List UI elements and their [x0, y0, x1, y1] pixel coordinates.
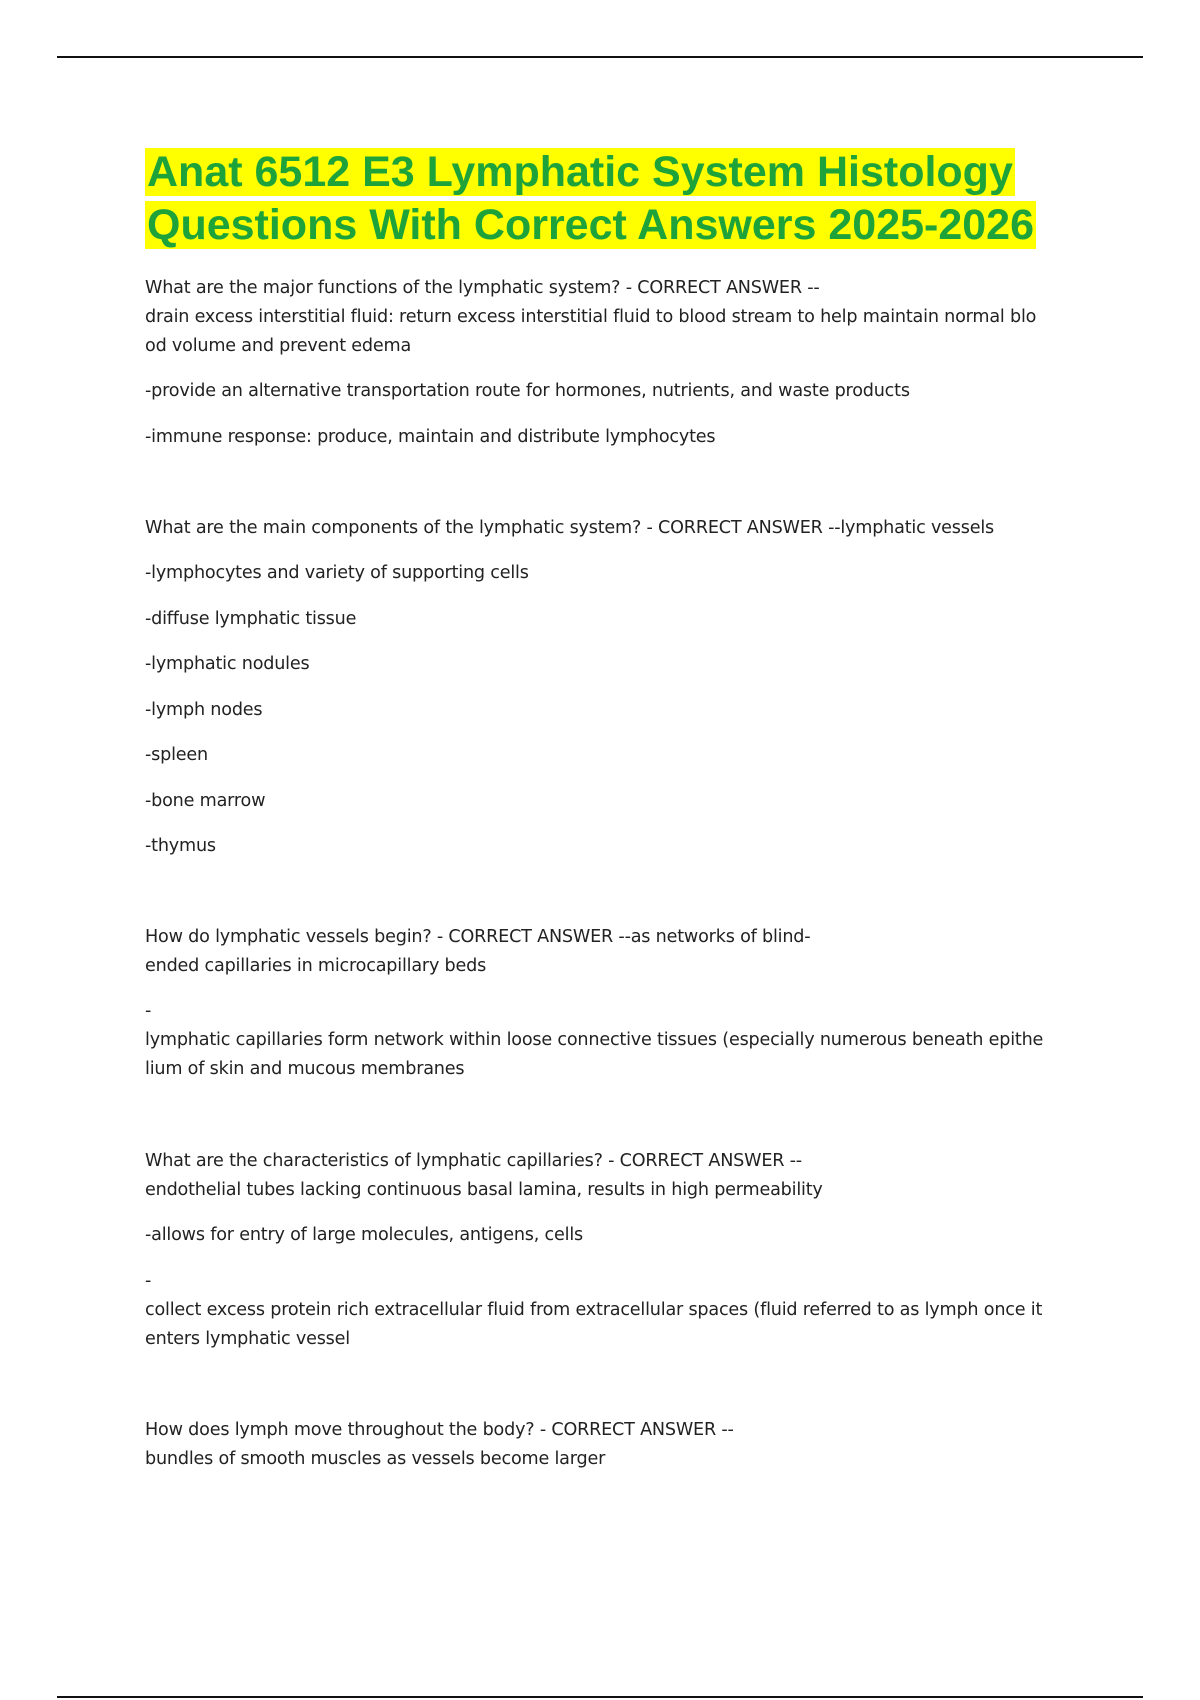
answer-2-item-2: -diffuse lymphatic tissue [145, 609, 357, 629]
answer-4-line-1: endothelial tubes lacking continuous basal lamina, results in high permeability [145, 1180, 823, 1200]
answer-1-line-3: -provide an alternative transportation route for hormones, nutrients, and waste products [145, 381, 910, 401]
answer-3-line-4: lium of skin and mucous membranes [145, 1059, 465, 1079]
question-3: How do lymphatic vessels begin? - CORRECT ANSWER --as networks of blind- [145, 927, 811, 947]
answer-4-line-3: - [145, 1271, 152, 1291]
answer-1-line-2: od volume and prevent edema [145, 336, 412, 356]
title-line-1: Anat 6512 E3 Lymphatic System Histology [147, 148, 1013, 196]
question-1: What are the major functions of the lymphatic system? - CORRECT ANSWER -- [145, 278, 820, 298]
answer-3-line-3: lymphatic capillaries form network within loose connective tissues (especially numerous beneath epithe [145, 1030, 1044, 1050]
document-title [145, 146, 1145, 252]
top-rule [57, 56, 1143, 58]
answer-2-item-5: -spleen [145, 745, 208, 765]
bottom-rule [57, 1696, 1143, 1698]
answer-2-item-3: -lymphatic nodules [145, 654, 310, 674]
answer-4-line-2: -allows for entry of large molecules, antigens, cells [145, 1225, 583, 1245]
answer-4-line-4: collect excess protein rich extracellular fluid from extracellular spaces (fluid referred to as lymph once it [145, 1300, 1043, 1320]
answer-2-item-4: -lymph nodes [145, 700, 263, 720]
answer-3-line-1: ended capillaries in microcapillary beds [145, 956, 487, 976]
answer-2-item-7: -thymus [145, 836, 216, 856]
answer-4-line-5: enters lymphatic vessel [145, 1329, 350, 1349]
answer-3-line-2: - [145, 1001, 152, 1021]
answer-1-line-1: drain excess interstitial fluid: return excess interstitial fluid to blood stream to help maintain normal blo [145, 307, 1037, 327]
question-5: How does lymph move throughout the body? - CORRECT ANSWER -- [145, 1420, 734, 1440]
answer-1-line-4: -immune response: produce, maintain and distribute lymphocytes [145, 427, 716, 447]
answer-5-line-1: bundles of smooth muscles as vessels become larger [145, 1449, 606, 1469]
answer-2-item-1: -lymphocytes and variety of supporting cells [145, 563, 529, 583]
question-4: What are the characteristics of lymphatic capillaries? - CORRECT ANSWER -- [145, 1151, 802, 1171]
title-line-2: Questions With Correct Answers 2025-2026 [147, 201, 1035, 249]
question-2: What are the main components of the lymphatic system? - CORRECT ANSWER --lymphatic vessels [145, 518, 995, 538]
answer-2-item-6: -bone marrow [145, 791, 266, 811]
